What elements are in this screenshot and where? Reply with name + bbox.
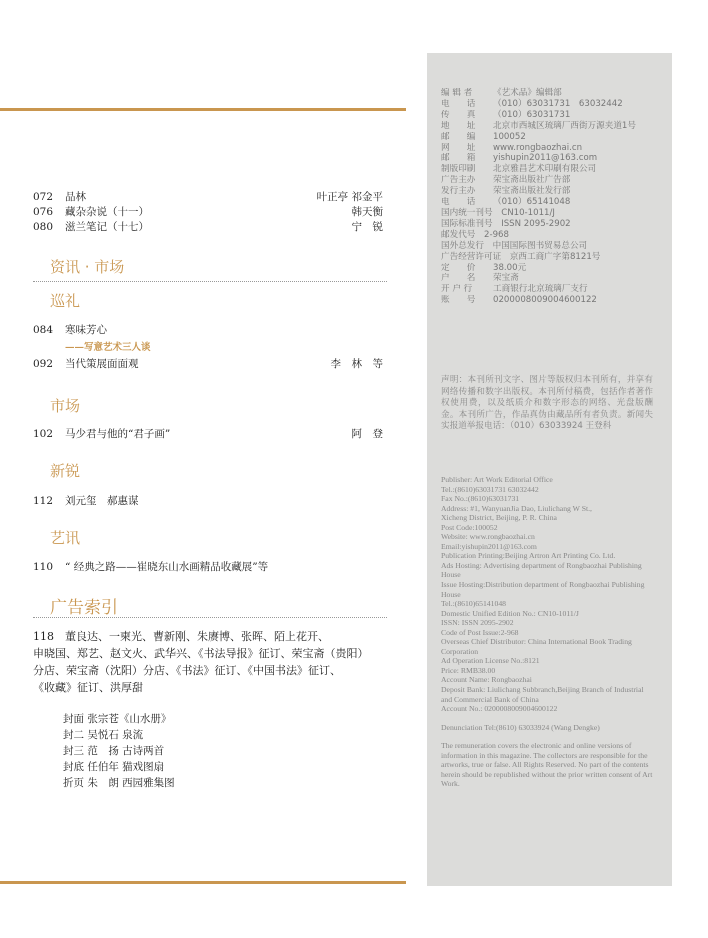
masthead-row: 国内统一刊号 CN10-1011/J <box>441 207 555 218</box>
masthead-row: 广告经营许可证 京西工商广字第8121号 <box>441 251 601 262</box>
cover-credit: 折页 朱 朗 西园雅集图 <box>63 777 175 789</box>
masthead-row: 账 号 0200008009004600122 <box>441 295 597 306</box>
remuneration-notice: The remuneration covers the electronic and online versions of information in this magazine. The collectors are responsible for the artworks, true or false. All Rights Reserved. No part of the contents herein should be republished without the prior written consent of Art Work. <box>441 741 653 789</box>
toc-title: 当代策展面面观 <box>65 358 139 370</box>
dotted-divider <box>33 281 387 282</box>
toc-row[interactable]: 084 寒味芳心 <box>33 324 107 336</box>
market-list <box>33 427 383 442</box>
masthead-row: 户 名 荣宝斋 <box>441 273 519 284</box>
cover-credit: 封二 吴悦石 泉流 <box>63 729 144 741</box>
masthead-row: 定 价 38.00元 <box>441 262 527 273</box>
toc-author: 阿 登 <box>351 428 383 440</box>
toc-title: 滋兰笔记（十七） <box>65 221 149 233</box>
toc-row[interactable]: 102 马少君与他的“君子画” 阿 登 <box>33 428 383 440</box>
dotted-divider <box>33 617 387 618</box>
masthead-row: 电 话 （010）65141048 <box>441 197 571 208</box>
masthead-row: 地 址 北京市西城区琉璃厂西街万源夹道1号 <box>441 120 636 131</box>
cover-credits <box>63 711 175 791</box>
toc-author: 李 林 等 <box>330 358 383 370</box>
masthead-row: 邮 箱 yishupin2011@163.com <box>441 153 598 164</box>
toc-title: 藏杂杂说（十一） <box>65 206 149 218</box>
toc-row[interactable]: 072 品林 叶正亭 祁金平 <box>33 191 383 203</box>
xinrui-list <box>33 494 383 509</box>
toc-row[interactable]: 112 刘元玺 郝惠谋 <box>33 495 139 507</box>
ads-index-text: 118 董良达、一柬光、曹新刚、朱赓博、张晖、陌上花开、 申晓国、郑艺、赵文火、武华兴、《书法导报》征订、荣宝斋（贵阳） 分店、荣宝斋（沈阳）分店、《书法》征订、《中国书法》征订、 《收藏》征订、洪厚甜 <box>33 630 369 694</box>
masthead-panel <box>427 53 672 886</box>
masthead-row: 国外总发行 中国国际图书贸易总公司 <box>441 240 588 251</box>
section-news-market: 资讯 · 市场 <box>50 258 125 276</box>
denunciation-line: Denunciation Tel:(8610) 63033924 (Wang Dengke) <box>441 722 600 732</box>
masthead-row: 广告主办 荣宝斋出版社广告部 <box>441 175 571 186</box>
masthead-row: 国际标准刊号 ISSN 2095-2902 <box>441 218 571 229</box>
toc-title: 寒味芳心 <box>65 324 107 336</box>
toc-title: “ 经典之路——崔晓东山水画精品收藏展”等 <box>65 561 269 573</box>
toc-row[interactable]: 080 滋兰笔记（十七） 宁 锐 <box>33 221 383 233</box>
section-yixun: 艺讯 <box>50 529 81 547</box>
toc-title: 品林 <box>65 191 86 203</box>
top-gold-rule <box>0 108 406 111</box>
toc-title: 马少君与他的“君子画” <box>65 428 171 440</box>
toc-row[interactable]: 076 藏杂杂说（十一） 韩天衡 <box>33 206 383 218</box>
xunli-list <box>33 323 383 372</box>
section-market: 市场 <box>50 397 81 415</box>
toc-author: 宁 锐 <box>351 221 383 233</box>
toc-author: 韩天衡 <box>351 206 383 218</box>
masthead-row: 制版印刷 北京雅昌艺术印刷有限公司 <box>441 164 597 175</box>
section-xinrui: 新锐 <box>50 462 81 480</box>
toc-row[interactable]: 092 当代策展面面观 李 林 等 <box>33 358 383 370</box>
toc-row[interactable]: 110 “ 经典之路——崔晓东山水画精品收藏展”等 <box>33 561 269 573</box>
toc-subtitle: ——写意艺术三人谈 <box>65 342 151 353</box>
section-ads-index: 广告索引 <box>50 598 118 618</box>
yixun-list <box>33 560 383 575</box>
copyright-declaration: 声明：本刊所刊文字、图片等版权归本刊所有，并享有网络传播和数字出版权。本刊所付稿费，包括作者著作权使用费，以及纸质介和数字形态的网络、光盘版酬金。本刊所广告，作品真伪由藏品所有者负责。新闻失实报道举报电话：（010）63033924 王登科 <box>441 375 653 431</box>
masthead-row: 电 话 （010）63031731 63032442 <box>441 98 623 109</box>
toc-author: 叶正亭 祁金平 <box>316 191 383 203</box>
masthead-row: 网 址 www.rongbaozhai.cn <box>441 142 583 153</box>
masthead-en: Publisher: Art Work Editorial Office Tel.:(8610)63031731 63032442 Fax No.:(8610)63031731 Address: #1, WanyuanJia Dao, Liulichang W St., Xicheng District, Beijing, P. R. China Post Code:100052 Website: www.rongbaozhai.cn Email:yishupin2011@163.com Publication Printing:Beijing Artron Art Printing Co. Ltd. Ads Hosting: Advertising department of Rongbaozhai Publishing House Issue Hosting:Distribution department of Rongbaozhai Publishing House Tel.:(8610)65141048 Domestic Unified Edition No.: CN10-1011/J ISSN: ISSN 2095-2902 Code of Post Issue:2-968 Overseas Chief Distributor: China International Book Trading Corporation Ad Operation License No.:8121 Price: RMB38.00 Account Name: Rongbaozhai Deposit Bank: Liulichang Subbranch,Beijing Branch of Industrial and Commercial Bank of China Account No.: 0200008009004600122 Denunciation Tel:(8610) 63033924 (Wang Dengke) The remuneration covers the electronic and online versions of information in this magazine. The collectors are responsible for the artworks, true or false. All Rights Reserved. No part of the contents herein should be republished without the prior written consent of Art Work. <box>441 475 655 789</box>
masthead-row: 邮发代号 2-968 <box>441 229 509 240</box>
cover-credit: 封底 任伯年 猫戏图扇 <box>63 761 165 773</box>
cover-credit: 封三 范 扬 古诗两首 <box>63 745 165 757</box>
masthead-cn <box>441 88 661 306</box>
toc-title: 刘元玺 郝惠谋 <box>65 495 139 507</box>
section-xunli: 巡礼 <box>50 292 81 310</box>
cover-credit: 封面 张宗苍《山水册》 <box>63 713 172 725</box>
masthead-row: 编 辑 者 《艺术品》编辑部 <box>441 88 562 98</box>
bottom-gold-rule <box>0 881 406 884</box>
masthead-row: 开 户 行 工商银行北京琉璃厂支行 <box>441 284 588 295</box>
masthead-row: 邮 编 100052 <box>441 131 526 142</box>
masthead-row: 传 真 （010）63031731 <box>441 109 571 120</box>
toc-top-list <box>33 190 383 235</box>
masthead-row: 发行主办 荣宝斋出版社发行部 <box>441 186 571 197</box>
